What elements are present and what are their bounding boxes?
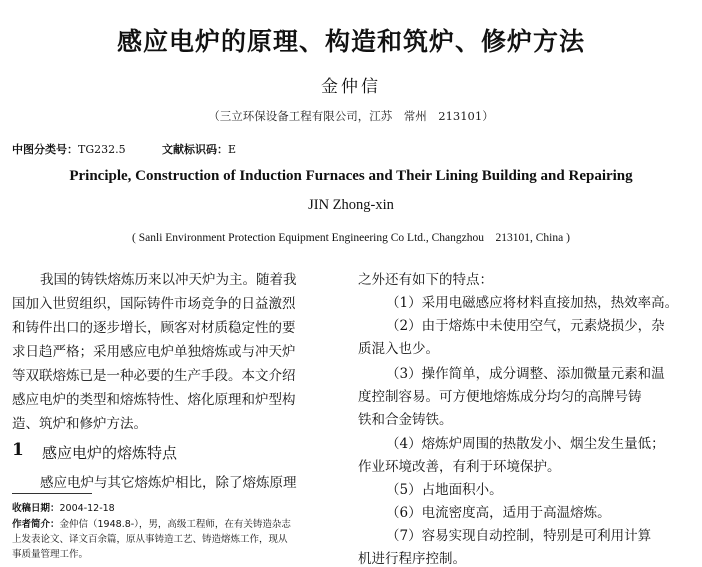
feature-item: （4）熔炼炉周围的热散发小、烟尘发生量低； [386, 436, 665, 452]
english-affiliation: ( Sanli Environment Protection Equipment Engineering Co Ltd., Changzhou 213101, China ) [132, 232, 570, 244]
body-line: 度控制容易。可方便地熔炼成分均匀的高牌号铸 [358, 389, 642, 405]
bio-line: 上发表论文、译文百余篇，原从事铸造工艺、铸造熔炼工作，现从 [12, 534, 288, 545]
english-author: JIN Zhong-xin [308, 197, 394, 213]
feature-item: （1）采用电磁感应将材料直接加热，热效率高。 [386, 295, 679, 311]
english-title: Principle, Construction of Induction Furnaces and Their Lining Building and Repairing [69, 168, 633, 184]
footnote-rule [12, 493, 92, 494]
body-line: 铁和合金铸铁。 [358, 412, 453, 428]
body-line: 感应电炉与其它熔炼炉相比，除了熔炼原理 [40, 475, 297, 491]
clc-number [12, 141, 126, 157]
body-line: 造、筑炉和修炉方法。 [12, 416, 147, 432]
feature-item: （2）由于熔炼中未使用空气，元素烧损少，杂 [386, 318, 665, 334]
affiliation: （三立环保设备工程有限公司，江苏 常州 213101） [208, 109, 494, 123]
body-line: 国加入世贸组织，国际铸件市场竞争的日益激烈 [12, 296, 296, 312]
body-line: 等双联熔炼已是一种必要的生产手段。本文介绍 [12, 368, 296, 384]
document-code [162, 141, 236, 157]
body-line: 感应电炉的类型和熔炼特性、熔化原理和炉型构 [12, 392, 296, 408]
doc-code-label: 文献标识码： [162, 143, 228, 156]
feature-item: （3）操作简单，成分调整、添加微量元素和温 [386, 366, 665, 382]
clc-label: 中图分类号： [12, 143, 78, 156]
author-bio [12, 516, 291, 530]
section-number: 1 [12, 440, 24, 460]
received-date [12, 500, 115, 514]
received-value: 2004-12-18 [59, 503, 115, 514]
feature-item: （7）容易实现自动控制，特别是可利用计算 [386, 528, 652, 544]
feature-item: （5）占地面积小。 [386, 482, 503, 498]
feature-item: （6）电流密度高，适用于高温熔炼。 [386, 505, 611, 521]
body-line: 之外还有如下的特点： [358, 272, 493, 288]
body-line: 和铸件出口的逐步增长，顾客对材质稳定性的要 [12, 320, 296, 336]
bio-line: 金仲信（1948.8-），男，高级工程师，在有关铸造杂志 [59, 519, 291, 530]
doc-code-value: E [228, 143, 237, 156]
body-line: 作业环境改善，有利于环境保护。 [358, 459, 561, 475]
section-heading: 感应电炉的熔炼特点 [42, 444, 178, 462]
bio-line: 事质量管理工作。 [12, 549, 89, 560]
author-name: 金仲信 [321, 77, 381, 97]
received-label: 收稿日期： [12, 503, 60, 514]
body-line: 求日趋严格；采用感应电炉单独熔炼或与冲天炉 [12, 344, 296, 360]
body-line: 质混入也少。 [358, 341, 439, 357]
clc-value: TG232.5 [78, 143, 126, 156]
paper-title: 感应电炉的原理、构造和筑炉、修炉方法 [116, 27, 585, 56]
bio-label: 作者简介： [12, 519, 60, 530]
body-line: 机进行程序控制。 [358, 551, 466, 567]
body-line: 我国的铸铁熔炼历来以冲天炉为主。随着我 [40, 272, 297, 288]
